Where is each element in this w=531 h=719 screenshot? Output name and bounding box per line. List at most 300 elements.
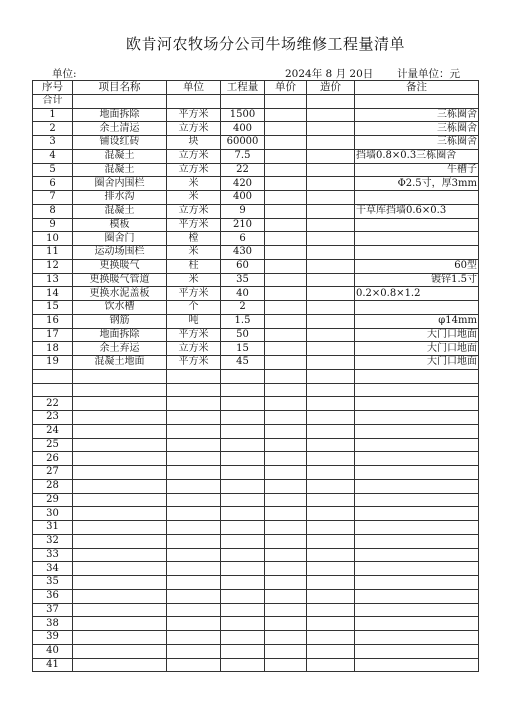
row-unit [167, 534, 221, 548]
table-row [33, 204, 479, 218]
row-remark [355, 438, 479, 452]
row-item-name: 混凝土地面 [73, 356, 167, 370]
row-quantity: 400 [221, 191, 265, 205]
row-cost [307, 534, 355, 548]
table-row [33, 246, 479, 260]
row-cost [307, 507, 355, 521]
row-remark [355, 548, 479, 562]
row-item-name [73, 369, 167, 383]
row-cost [307, 631, 355, 645]
row-unit: 立方米 [167, 122, 221, 136]
row-unit-price [265, 658, 307, 672]
table-row [33, 644, 479, 658]
table-row [33, 328, 479, 342]
row-unit-price [265, 259, 307, 273]
row-seq: 41 [33, 658, 73, 672]
row-seq: 26 [33, 452, 73, 466]
row-cost [307, 658, 355, 672]
header-unit-price: 单价 [265, 81, 307, 95]
row-remark: 0.2×0.8×1.2 [355, 287, 479, 301]
row-cost [307, 218, 355, 232]
row-cost [307, 452, 355, 466]
row-cost [307, 204, 355, 218]
row-quantity: 420 [221, 177, 265, 191]
row-unit [167, 507, 221, 521]
row-seq: 12 [33, 259, 73, 273]
row-quantity [221, 658, 265, 672]
row-item-name [73, 562, 167, 576]
row-quantity [221, 534, 265, 548]
table-row [33, 177, 479, 191]
table-row [33, 108, 479, 122]
row-cost [307, 562, 355, 576]
row-item-name: 饮水槽 [73, 301, 167, 315]
row-remark [355, 301, 479, 315]
row-unit [167, 397, 221, 411]
row-quantity: 60 [221, 259, 265, 273]
row-quantity: 9 [221, 204, 265, 218]
row-unit-price [265, 149, 307, 163]
row-remark [355, 631, 479, 645]
row-cost [307, 356, 355, 370]
row-seq: 3 [33, 136, 73, 150]
row-quantity: 50 [221, 328, 265, 342]
row-unit-price [265, 122, 307, 136]
row-remark: 大门口地面 [355, 356, 479, 370]
row-item-name: 排水沟 [73, 191, 167, 205]
row-quantity [221, 644, 265, 658]
row-unit-price [265, 342, 307, 356]
row-cost [307, 438, 355, 452]
row-cost [307, 383, 355, 397]
row-unit [167, 369, 221, 383]
row-remark: 大门口地面 [355, 342, 479, 356]
row-cost [307, 576, 355, 590]
row-remark: Φ2.5寸，厚3mm [355, 177, 479, 191]
table-row [33, 397, 479, 411]
row-quantity [221, 576, 265, 590]
row-quantity [221, 507, 265, 521]
row-unit-price [265, 631, 307, 645]
row-unit: 立方米 [167, 149, 221, 163]
row-unit: 个 [167, 301, 221, 315]
row-cost [307, 603, 355, 617]
row-remark [355, 521, 479, 535]
row-item-name [73, 589, 167, 603]
row-seq: 39 [33, 631, 73, 645]
row-unit [167, 452, 221, 466]
row-quantity [221, 369, 265, 383]
row-seq: 18 [33, 342, 73, 356]
table-row [33, 273, 479, 287]
row-unit: 平方米 [167, 218, 221, 232]
table-row [33, 314, 479, 328]
table-row [33, 658, 479, 672]
row-unit-price [265, 493, 307, 507]
table-cell [167, 94, 221, 108]
table-cell [307, 94, 355, 108]
table-row [33, 136, 479, 150]
row-cost [307, 232, 355, 246]
row-unit [167, 548, 221, 562]
table-row [33, 122, 479, 136]
row-quantity: 40 [221, 287, 265, 301]
row-cost [307, 287, 355, 301]
row-item-name: 运动场围栏 [73, 246, 167, 260]
row-cost [307, 397, 355, 411]
table-row [33, 603, 479, 617]
row-seq: 17 [33, 328, 73, 342]
header-quantity: 工程量 [221, 81, 265, 95]
row-item-name [73, 534, 167, 548]
row-quantity: 6 [221, 232, 265, 246]
row-remark [355, 479, 479, 493]
row-item-name [73, 521, 167, 535]
header-item-name: 项目名称 [73, 81, 167, 95]
row-seq [33, 383, 73, 397]
table-row [33, 383, 479, 397]
row-unit [167, 466, 221, 480]
row-unit-price [265, 136, 307, 150]
row-quantity [221, 617, 265, 631]
row-item-name [73, 644, 167, 658]
row-remark [355, 411, 479, 425]
table-row [33, 452, 479, 466]
row-seq: 37 [33, 603, 73, 617]
row-quantity: 45 [221, 356, 265, 370]
row-unit: 平方米 [167, 108, 221, 122]
row-quantity: 210 [221, 218, 265, 232]
row-item-name: 混凝土 [73, 204, 167, 218]
row-quantity [221, 548, 265, 562]
row-quantity: 1500 [221, 108, 265, 122]
row-item-name [73, 411, 167, 425]
row-remark [355, 534, 479, 548]
row-unit: 米 [167, 273, 221, 287]
row-quantity [221, 562, 265, 576]
row-unit-price [265, 576, 307, 590]
row-item-name: 余土弃运 [73, 342, 167, 356]
row-unit: 柱 [167, 259, 221, 273]
table-row [33, 191, 479, 205]
row-item-name [73, 466, 167, 480]
row-seq: 35 [33, 576, 73, 590]
row-seq: 36 [33, 589, 73, 603]
row-seq: 14 [33, 287, 73, 301]
row-quantity: 430 [221, 246, 265, 260]
row-seq: 30 [33, 507, 73, 521]
row-unit: 樘 [167, 232, 221, 246]
row-seq: 19 [33, 356, 73, 370]
row-remark [355, 562, 479, 576]
table-header-row [33, 81, 479, 95]
row-quantity: 60000 [221, 136, 265, 150]
row-seq: 34 [33, 562, 73, 576]
table-row [33, 259, 479, 273]
row-item-name [73, 631, 167, 645]
header-cost: 造价 [307, 81, 355, 95]
row-cost [307, 479, 355, 493]
row-unit-price [265, 191, 307, 205]
row-unit-price [265, 424, 307, 438]
row-remark: 三栋圈舍 [355, 136, 479, 150]
row-seq: 1 [33, 108, 73, 122]
row-unit [167, 479, 221, 493]
row-remark [355, 576, 479, 590]
row-unit [167, 493, 221, 507]
table-row [33, 149, 479, 163]
row-unit-price [265, 562, 307, 576]
row-unit [167, 521, 221, 535]
row-unit [167, 603, 221, 617]
row-remark: 三栋圈舍 [355, 122, 479, 136]
unit-label: 单位: [52, 68, 77, 80]
table-row [33, 479, 479, 493]
row-unit [167, 383, 221, 397]
row-remark [355, 397, 479, 411]
quantity-table [32, 80, 479, 672]
row-unit-price [265, 383, 307, 397]
row-unit-price [265, 466, 307, 480]
row-unit: 立方米 [167, 204, 221, 218]
row-seq: 11 [33, 246, 73, 260]
row-cost [307, 122, 355, 136]
row-remark [355, 507, 479, 521]
row-unit: 平方米 [167, 287, 221, 301]
row-item-name: 圈舍内围栏 [73, 177, 167, 191]
table-row [33, 232, 479, 246]
row-remark [355, 369, 479, 383]
row-item-name [73, 658, 167, 672]
table-row [33, 438, 479, 452]
row-unit [167, 658, 221, 672]
row-unit-price [265, 108, 307, 122]
row-item-name: 模板 [73, 218, 167, 232]
row-quantity [221, 603, 265, 617]
table-row [33, 342, 479, 356]
table-row [33, 218, 479, 232]
row-cost [307, 246, 355, 260]
row-unit [167, 411, 221, 425]
row-unit: 立方米 [167, 342, 221, 356]
row-seq: 5 [33, 163, 73, 177]
row-seq: 8 [33, 204, 73, 218]
row-cost [307, 521, 355, 535]
row-item-name [73, 548, 167, 562]
row-quantity: 2 [221, 301, 265, 315]
table-row [33, 589, 479, 603]
row-item-name: 更换暖气 [73, 259, 167, 273]
row-seq: 28 [33, 479, 73, 493]
row-unit-price [265, 287, 307, 301]
row-remark [355, 658, 479, 672]
row-unit-price [265, 232, 307, 246]
row-cost [307, 259, 355, 273]
row-quantity [221, 521, 265, 535]
row-unit [167, 562, 221, 576]
table-row [33, 534, 479, 548]
row-item-name: 更换暖气管道 [73, 273, 167, 287]
row-unit [167, 617, 221, 631]
row-unit [167, 631, 221, 645]
row-remark: 三栋圈舍 [355, 108, 479, 122]
table-cell [355, 94, 479, 108]
row-cost [307, 493, 355, 507]
document-title: 欧肯河农牧场分公司牛场维修工程量清单 [125, 35, 405, 53]
row-quantity: 35 [221, 273, 265, 287]
row-unit-price [265, 204, 307, 218]
row-cost [307, 314, 355, 328]
row-item-name [73, 383, 167, 397]
row-unit-price [265, 273, 307, 287]
row-quantity: 400 [221, 122, 265, 136]
row-remark [355, 617, 479, 631]
row-seq: 27 [33, 466, 73, 480]
row-remark: 60型 [355, 259, 479, 273]
row-unit-price [265, 411, 307, 425]
table-row [33, 493, 479, 507]
row-seq: 15 [33, 301, 73, 315]
row-quantity [221, 397, 265, 411]
table-row [33, 576, 479, 590]
row-remark [355, 191, 479, 205]
row-unit: 块 [167, 136, 221, 150]
row-cost [307, 273, 355, 287]
row-remark [355, 452, 479, 466]
row-item-name [73, 479, 167, 493]
header-remark: 备注 [355, 81, 479, 95]
row-cost [307, 149, 355, 163]
row-remark [355, 466, 479, 480]
row-item-name: 圈舍门 [73, 232, 167, 246]
row-unit-price [265, 218, 307, 232]
header-unit: 单位 [167, 81, 221, 95]
row-seq: 10 [33, 232, 73, 246]
row-quantity [221, 383, 265, 397]
row-cost [307, 108, 355, 122]
row-seq: 24 [33, 424, 73, 438]
row-cost [307, 163, 355, 177]
row-item-name [73, 576, 167, 590]
row-unit: 米 [167, 177, 221, 191]
row-unit-price [265, 548, 307, 562]
row-unit-price [265, 452, 307, 466]
row-item-name: 地面拆除 [73, 108, 167, 122]
row-item-name [73, 397, 167, 411]
table-row [33, 369, 479, 383]
row-item-name: 混凝土 [73, 149, 167, 163]
row-quantity [221, 452, 265, 466]
row-quantity [221, 438, 265, 452]
row-quantity: 7.5 [221, 149, 265, 163]
row-unit-price [265, 521, 307, 535]
table-row [33, 548, 479, 562]
row-quantity: 15 [221, 342, 265, 356]
row-unit-price [265, 356, 307, 370]
row-remark: 大门口地面 [355, 328, 479, 342]
row-item-name [73, 603, 167, 617]
row-seq: 33 [33, 548, 73, 562]
row-item-name: 铺设红砖 [73, 136, 167, 150]
table-row [33, 617, 479, 631]
row-item-name: 混凝土 [73, 163, 167, 177]
row-remark [355, 424, 479, 438]
row-unit [167, 644, 221, 658]
row-cost [307, 342, 355, 356]
table-row [33, 301, 479, 315]
row-remark [355, 246, 479, 260]
row-unit [167, 576, 221, 590]
row-seq: 32 [33, 534, 73, 548]
row-unit-price [265, 328, 307, 342]
row-quantity [221, 411, 265, 425]
row-cost [307, 644, 355, 658]
row-unit-price [265, 534, 307, 548]
row-seq: 7 [33, 191, 73, 205]
row-unit: 吨 [167, 314, 221, 328]
row-cost [307, 466, 355, 480]
measure-unit: 计量单位：元 [397, 68, 460, 80]
row-cost [307, 301, 355, 315]
row-seq: 6 [33, 177, 73, 191]
row-seq: 22 [33, 397, 73, 411]
row-cost [307, 548, 355, 562]
row-remark: 牛槽子 [355, 163, 479, 177]
row-unit: 立方米 [167, 163, 221, 177]
table-row [33, 411, 479, 425]
row-item-name [73, 438, 167, 452]
row-cost [307, 191, 355, 205]
row-unit-price [265, 163, 307, 177]
table-row [33, 287, 479, 301]
table-row [33, 631, 479, 645]
row-seq: 9 [33, 218, 73, 232]
row-remark: 镀锌1.5寸 [355, 273, 479, 287]
row-cost [307, 136, 355, 150]
row-seq: 16 [33, 314, 73, 328]
row-unit-price [265, 177, 307, 191]
row-remark [355, 493, 479, 507]
row-item-name: 钢筋 [73, 314, 167, 328]
row-item-name [73, 617, 167, 631]
row-quantity [221, 479, 265, 493]
row-remark: 干草库挡墙0.6×0.3 [355, 204, 479, 218]
row-seq [33, 369, 73, 383]
row-remark: φ14mm [355, 314, 479, 328]
row-remark [355, 603, 479, 617]
table-row [33, 507, 479, 521]
row-seq: 23 [33, 411, 73, 425]
row-unit-price [265, 369, 307, 383]
row-remark [355, 589, 479, 603]
row-unit-price [265, 438, 307, 452]
row-item-name [73, 507, 167, 521]
table-cell [221, 94, 265, 108]
row-quantity [221, 589, 265, 603]
row-cost [307, 177, 355, 191]
row-cost [307, 589, 355, 603]
table-row [33, 163, 479, 177]
row-remark [355, 232, 479, 246]
row-unit: 平方米 [167, 356, 221, 370]
row-item-name: 余土清运 [73, 122, 167, 136]
table-cell [73, 94, 167, 108]
row-quantity [221, 631, 265, 645]
row-seq: 25 [33, 438, 73, 452]
row-seq: 13 [33, 273, 73, 287]
row-seq: 31 [33, 521, 73, 535]
row-item-name: 更换水泥盖板 [73, 287, 167, 301]
